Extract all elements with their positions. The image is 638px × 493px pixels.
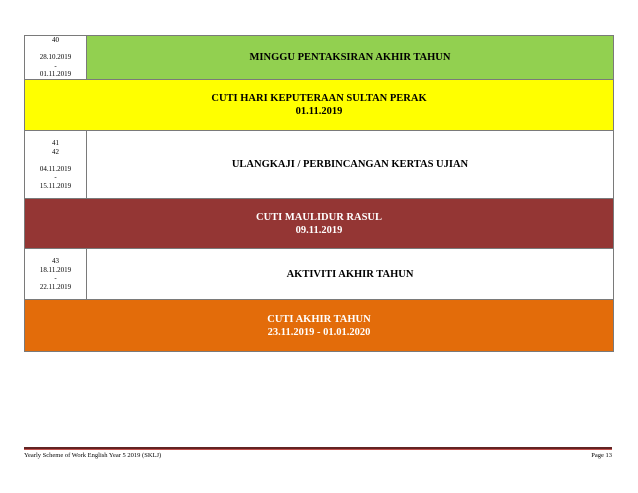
footer-page-number: Page 13 bbox=[591, 452, 612, 459]
week-start-date: 04.11.2019 bbox=[39, 164, 72, 173]
scheme-table bbox=[24, 35, 614, 352]
week-number: 41 bbox=[52, 139, 59, 147]
page-footer bbox=[24, 452, 612, 459]
week-41-42-row bbox=[25, 131, 613, 199]
sultan-birthday-holiday-row bbox=[25, 80, 613, 131]
week-number: 40 bbox=[52, 36, 59, 45]
holiday-date: 01.11.2019 bbox=[295, 106, 343, 117]
week-end-date: 15.11.2019 bbox=[39, 181, 72, 190]
week-spacer bbox=[25, 156, 86, 165]
holiday-title: CUTI HARI KEPUTERAAN SULTAN PERAK bbox=[211, 93, 427, 104]
activity-cell: ULANGKAJI / PERBINCANGAN KERTAS UJIAN bbox=[231, 159, 469, 170]
week-cell bbox=[25, 249, 87, 299]
week-start-date: 18.11.2019 bbox=[39, 265, 72, 274]
week-43-row bbox=[25, 249, 613, 300]
week-40-row bbox=[25, 36, 613, 80]
footer-divider bbox=[24, 447, 612, 450]
holiday-cell bbox=[25, 199, 613, 248]
week-cell bbox=[25, 131, 87, 198]
footer-document-title: Yearly Scheme of Work English Year 5 2019 (SKLJ) bbox=[24, 452, 162, 459]
week-number: 42 bbox=[52, 147, 59, 156]
week-cell bbox=[25, 36, 87, 79]
week-end-date: 22.11.2019 bbox=[39, 282, 72, 291]
holiday-title: CUTI MAULIDUR RASUL bbox=[255, 211, 382, 223]
week-dash: - bbox=[54, 61, 57, 70]
week-dash: - bbox=[54, 173, 57, 181]
activity-cell: MINGGU PENTAKSIRAN AKHIR TAHUN bbox=[87, 36, 613, 79]
holiday-cell bbox=[25, 80, 613, 130]
maulidur-rasul-holiday-row bbox=[25, 199, 613, 249]
holiday-date: 23.11.2019 - 01.01.2020 bbox=[267, 326, 371, 338]
week-number: 43 bbox=[52, 257, 59, 265]
year-end-holiday-row bbox=[25, 300, 613, 351]
week-spacer bbox=[25, 45, 86, 54]
week-end-date: 01.11.2019 bbox=[39, 70, 72, 79]
holiday-date: 09.11.2019 bbox=[295, 224, 343, 236]
activity-cell: AKTIVITI AKHIR TAHUN bbox=[286, 268, 414, 280]
week-start-date: 28.10.2019 bbox=[39, 53, 72, 62]
holiday-title: CUTI AKHIR TAHUN bbox=[267, 313, 371, 325]
holiday-cell bbox=[25, 300, 613, 351]
week-dash: - bbox=[54, 274, 57, 282]
